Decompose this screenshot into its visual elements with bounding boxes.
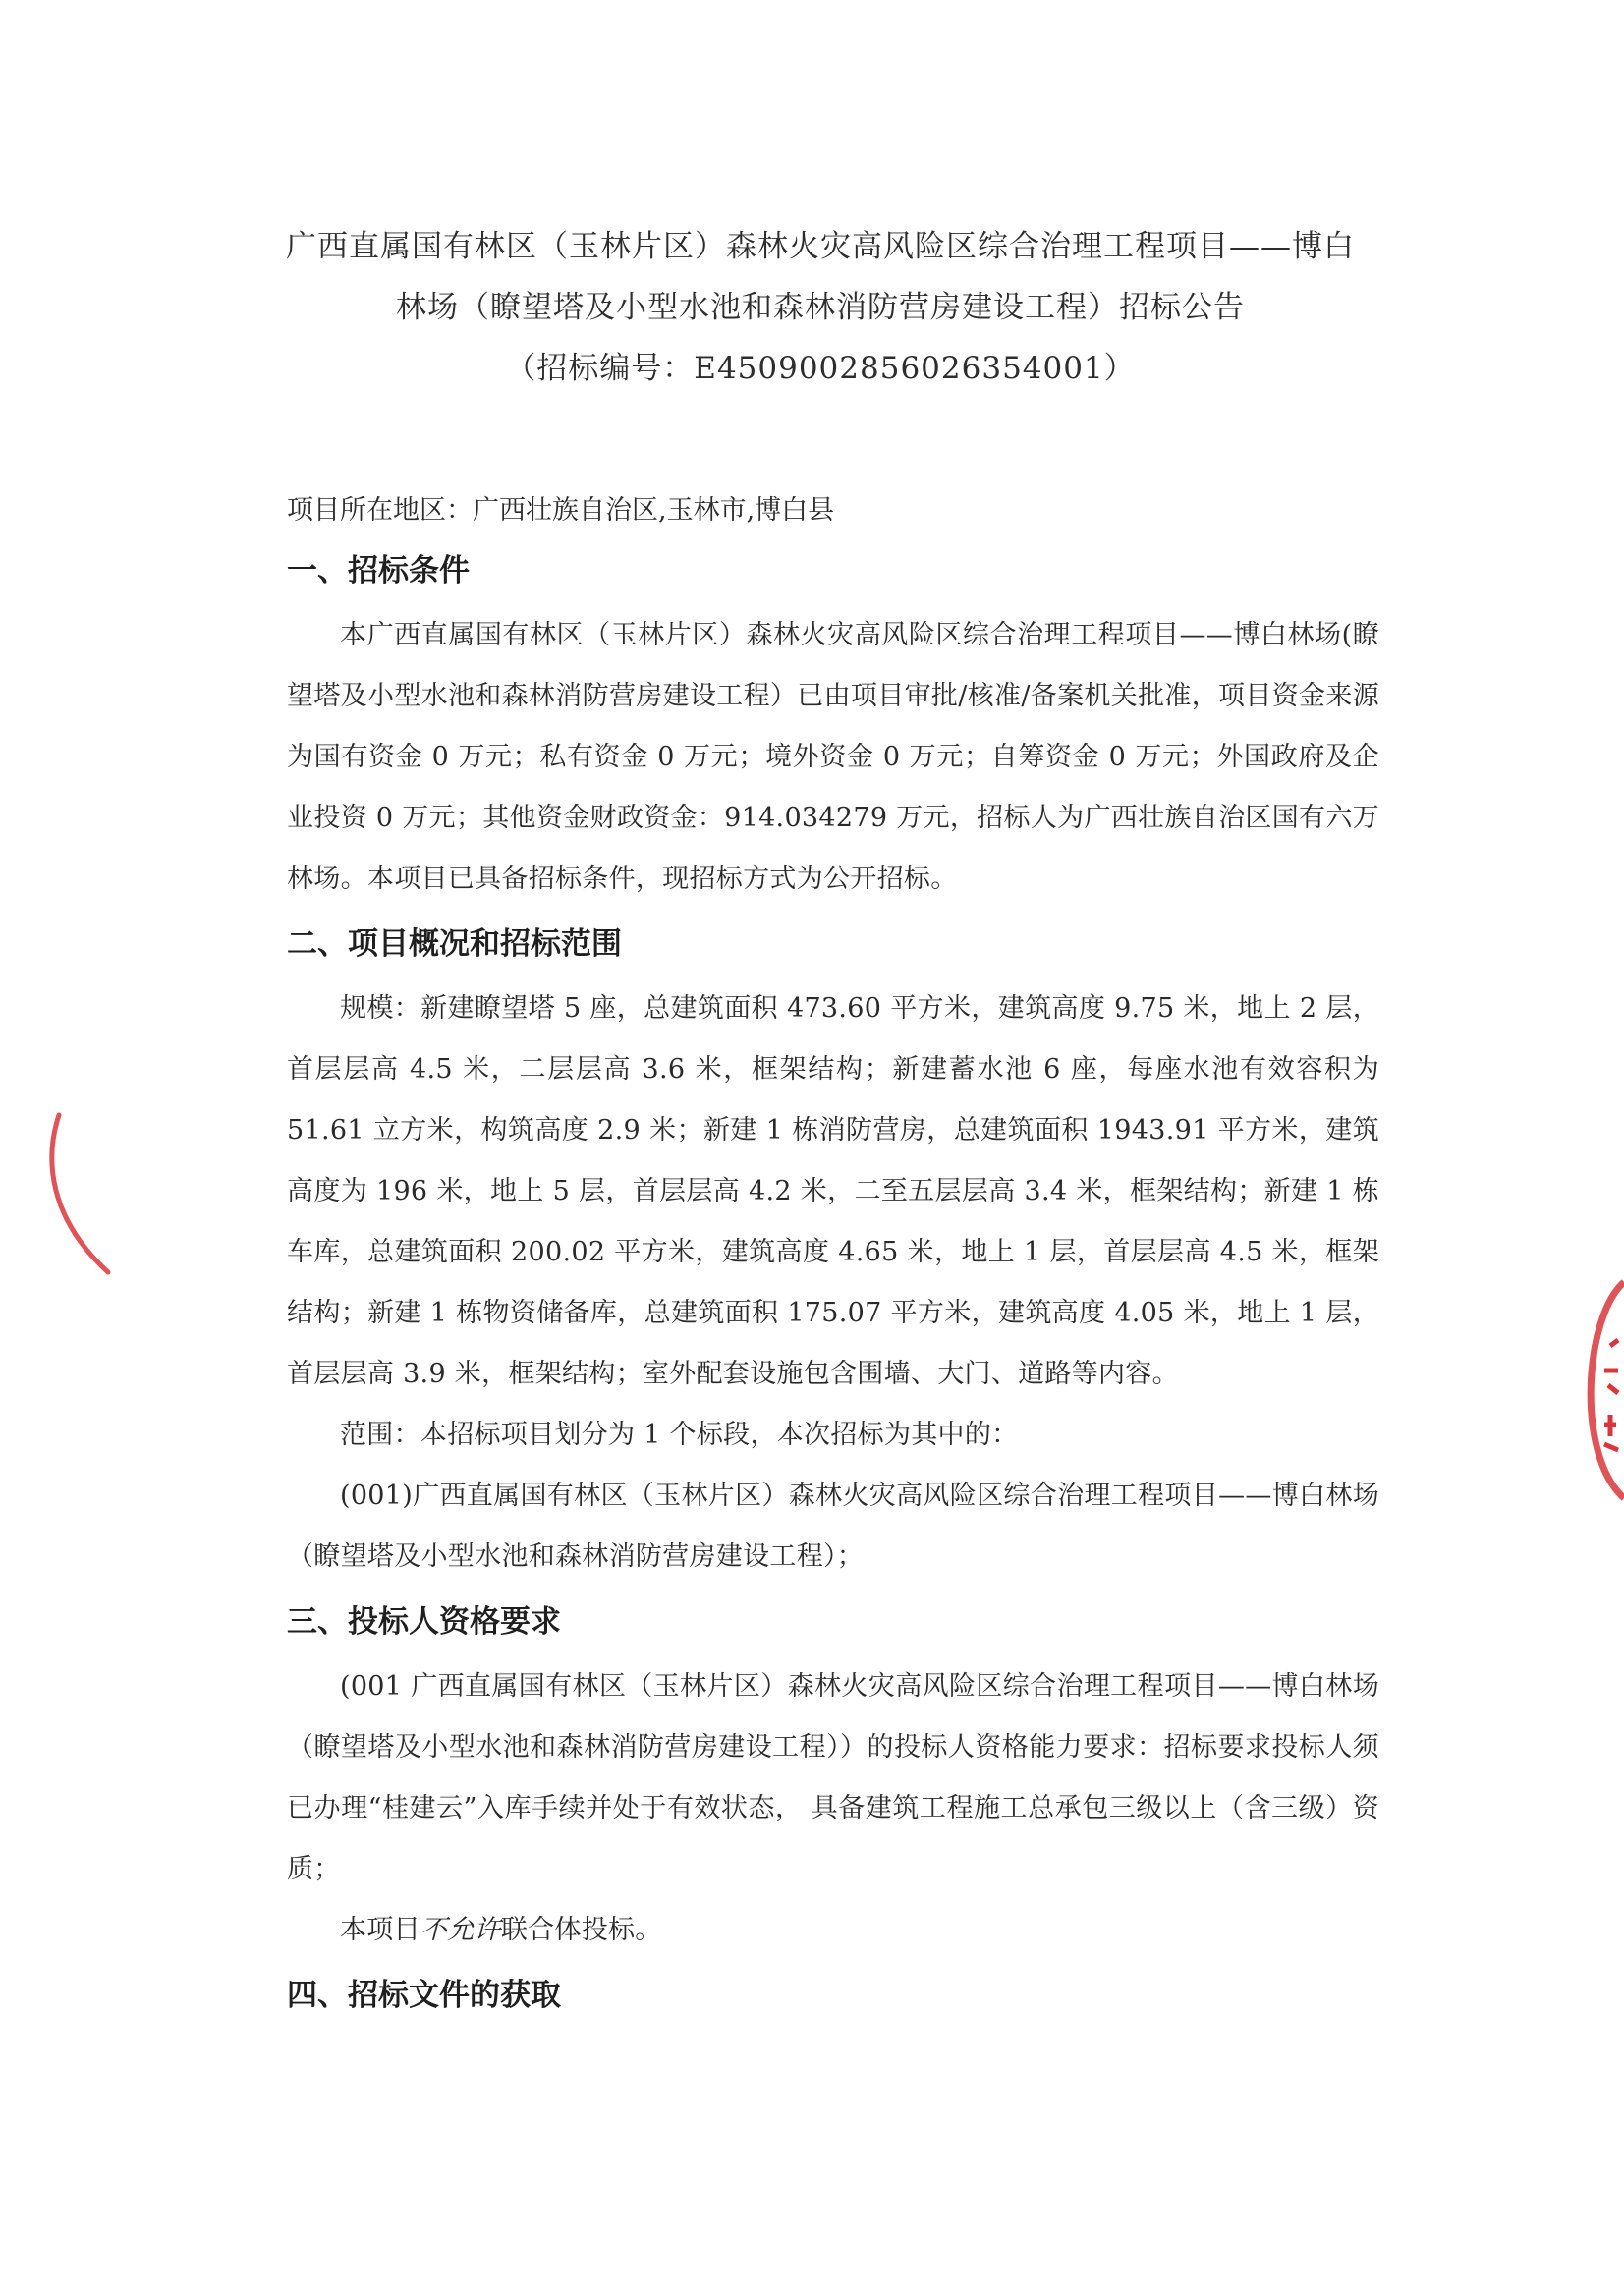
section-1-paragraph: 本广西直属国有林区（玉林片区）森林火灾高风险区综合治理工程项目——博白林场(瞭望塔及小型水池和森林消防营房建设工程）已由项目审批/核准/备案机关批准，项目资金来源为国有资金 0 万元；私有资金 0 万元；境外资金 0 万元；自筹资金 0 万元；外国政府及企业投资 0 万元；其他资金财政资金：914.034279 万元，招标人为广西壮族自治区国有六万林场。本项目已具备招标条件，现招标方式为公开招标。 bbox=[287, 620, 1379, 894]
section-2-heading: 二、项目概况和招标范围 bbox=[287, 926, 622, 962]
section-4-heading: 四、招标文件的获取 bbox=[287, 1978, 561, 2013]
tender-number: （招标编号：E4509002856026354001） bbox=[505, 351, 1136, 386]
range-paragraph: 范围：本招标项目划分为 1 个标段，本次招标为其中的： bbox=[340, 1420, 1019, 1450]
consortium-not-allowed: 不允许 bbox=[420, 1915, 501, 1945]
seal-fragment-right bbox=[1575, 1277, 1624, 1503]
title-line-2: 林场（瞭望塔及小型水池和森林消防营房建设工程）招标公告 bbox=[396, 290, 1245, 325]
document-body bbox=[287, 491, 1379, 2030]
consortium-suffix: 联合体投标。 bbox=[500, 1915, 662, 1945]
section-3-heading: 三、投标人资格要求 bbox=[287, 1604, 561, 1640]
consortium-prefix: 本项目 bbox=[340, 1915, 420, 1945]
seal-fragment-left bbox=[39, 1110, 118, 1277]
consortium-paragraph bbox=[287, 1900, 1379, 1961]
project-location: 项目所在地区：广西壮族自治区,玉林市,博白县 bbox=[287, 495, 835, 526]
announcement-title bbox=[246, 216, 1395, 399]
qualification-paragraph: (001 广西直属国有林区（玉林片区）森林火灾高风险区综合治理工程项目——博白林场（瞭望塔及小型水池和森林消防营房建设工程））的投标人资格能力要求：招标要求投标人须已办理“桂建云”入库手续并处于有效状态， 具备建筑工程施工总承包三级以上（含三级）资质； bbox=[287, 1671, 1379, 1884]
lot-paragraph: (001)广西直属国有林区（玉林片区）森林火灾高风险区综合治理工程项目——博白林场（瞭望塔及小型水池和森林消防营房建设工程）； bbox=[287, 1481, 1379, 1572]
scale-paragraph: 规模：新建瞭望塔 5 座，总建筑面积 473.60 平方米，建筑高度 9.75 米，地上 2 层，首层层高 4.5 米，二层层高 3.6 米，框架结构；新建蓄水池 6 座，每座水池有效容积为 51.61 立方米，构筑高度 2.9 米；新建 1 栋消防营房，总建筑面积 1943.91 平方米，建筑高度为 196 米，地上 5 层，首层层高 4.2 米，二至五层层高 3.4 米，框架结构；新建 1 栋车库，总建筑面积 200.02 平方米，建筑高度 4.65 米，地上 1 层，首层层高 4.5 米，框架结构；新建 1 栋物资储备库，总建筑面积 175.07 平方米，建筑高度 4.05 米，地上 1 层，首层层高 3.9 米，框架结构；室外配套设施包含围墙、大门、道路等内容。 bbox=[287, 993, 1379, 1389]
title-line-1: 广西直属国有林区（玉林片区）森林火灾高风险区综合治理工程项目——博白 bbox=[286, 229, 1355, 264]
section-1-heading: 一、招标条件 bbox=[287, 553, 470, 588]
